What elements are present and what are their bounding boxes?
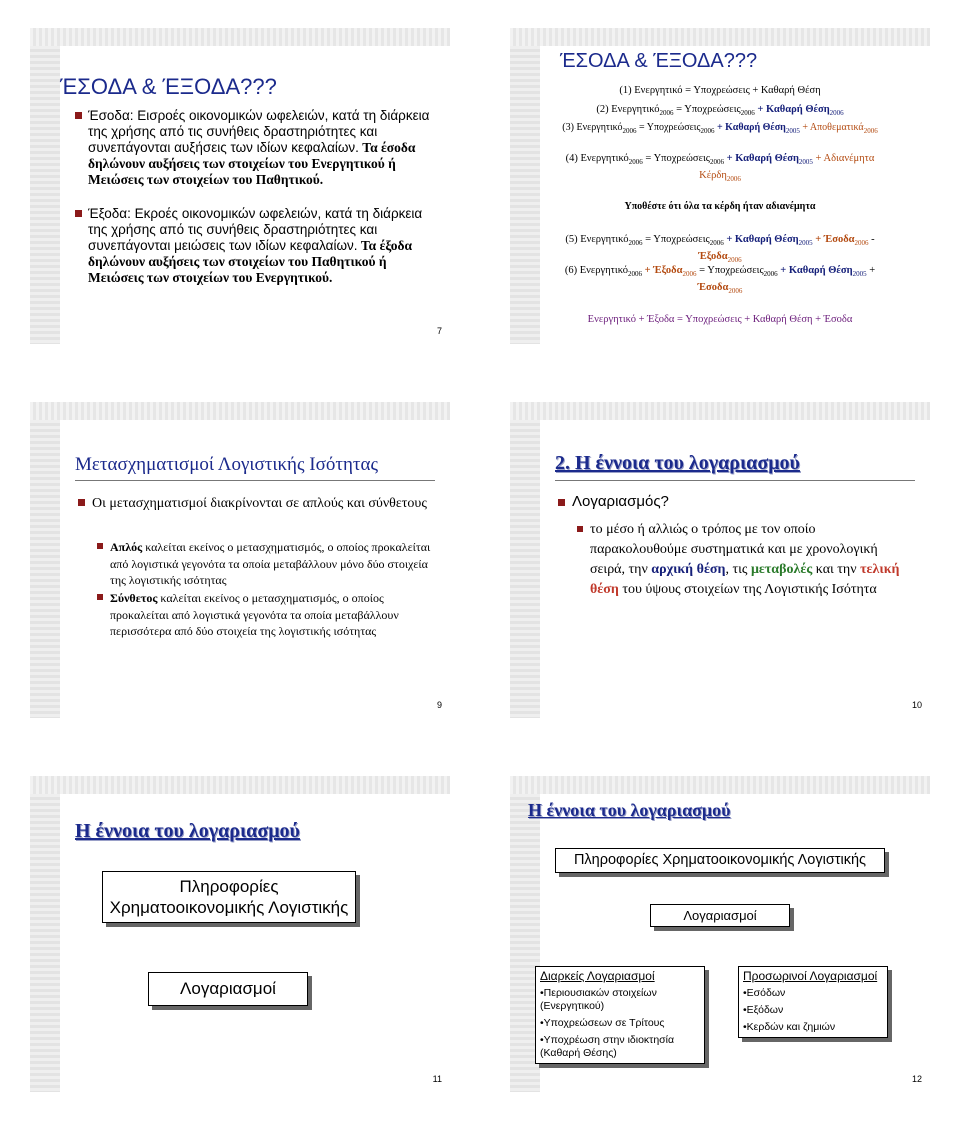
page-number: 12 [911, 1074, 922, 1084]
title-divider [75, 480, 435, 481]
equation-5: (5) Ενεργητικό$_{2006}$ = Υποχρεώσεις$_{2006}$ + Καθαρή Θέση$_{2005}$ + Έσοδα$_{2006}$ - Έξοδα$_{2006}$ [565, 234, 875, 265]
page-number: 11 [432, 1074, 442, 1084]
slide-top-band [30, 776, 450, 794]
info-box: Πληροφορίες Χρηματοοικονομικής Λογιστικής [555, 848, 885, 873]
sub-bullet-complex: Σύνθετος καλείται εκείνος ο μετασχηματισμός, ο οποίος προκαλείται από λογιστικά γεγονότα τα οποία μεταβάλλουν περισσότερα από δύο στοιχεία της λογιστικής ισότητας [110, 590, 440, 640]
slide-top-band [510, 776, 930, 794]
bullet-square-icon [558, 499, 565, 506]
equation-3: (3) Ενεργητικό$_{2006}$ = Υποχρεώσεις$_{2006}$ + Καθαρή Θέση$_{2005}$ + Αποθεματικά$_{2006}$ [562, 122, 878, 135]
temporary-item: •Κερδών και ζημιών [743, 1021, 836, 1033]
bullet-expense [88, 206, 440, 286]
sub-bullet-account-definition: το μέσο ή αλλιώς ο τρόπος με τον οποίο παρακολουθούμε συστηματικά και με χρονολογική σειρά, την αρχική θέση, τις μεταβολές και την τελική θέση του ύψους στοιχείων της Λογιστικής Ισότητα [590, 520, 915, 600]
expense-rule: Τα έξοδα δηλώνουν αυξήσεις των στοιχείων του Παθητικού ή Μειώσεις των στοιχείων του Ενεργητικού. [88, 238, 413, 285]
assumption-text: Υποθέστε ότι όλα τα κέρδη ήταν αδιανέμητα [624, 201, 816, 212]
permanent-item: •Υποχρέωση στην ιδιοκτησία (Καθαρή Θέσης) [540, 1034, 675, 1059]
temporary-accounts-heading: Προσωρινοί Λογαριασμοί [743, 969, 878, 983]
slide-8 [510, 28, 930, 344]
slide-7 [30, 28, 450, 344]
slide-title: 2. Η έννοια του λογαριασμού [555, 452, 800, 474]
sub-bullet-icon [97, 543, 103, 549]
bullet-square-icon [78, 499, 85, 506]
permanent-item: •Περιουσιακών στοιχείων (Ενεργητικού) [540, 987, 657, 1012]
bullet-account-question: Λογαριασμός? [572, 493, 669, 510]
temporary-accounts-box [738, 966, 888, 1038]
slide-title: ΈΣΟΔΑ & ΈΞΟΔΑ??? [560, 50, 758, 72]
sub-bullet-simple: Απλός καλείται εκείνος ο μετασχηματισμός, ο οποίος προκαλείται από λογιστικά γεγονότα τα οποία μεταβάλλουν μόνο δύο στοιχεία της λογιστικής ισότητας [110, 539, 440, 589]
accounts-box: Λογαριασμοί [650, 904, 790, 927]
bullet-square-icon [75, 112, 82, 119]
sub-bullet-icon [577, 526, 583, 532]
page-number: 10 [911, 700, 922, 710]
slide-top-band [30, 402, 450, 420]
slide-top-band [510, 28, 930, 46]
slide-11 [30, 776, 450, 1092]
equation-1: (1) Ενεργητικό = Υποχρεώσεις + Καθαρή Θέση [619, 85, 821, 96]
bullet-transformations: Οι μετασχηματισμοί διακρίνονται σε απλούς και σύνθετους [92, 496, 427, 511]
slide-title: Η έννοια του λογαριασμού [75, 820, 300, 842]
bullet-income [88, 108, 440, 188]
slide-12 [510, 776, 930, 1092]
expense-definition: Έξοδα: Εκροές οικονομικών ωφελειών, κατά τη διάρκεια της χρήσης από τις συνήθεις δραστηριότητες και συνεπάγονται μειώσεις των ιδίων κεφαλαίων. [88, 206, 423, 253]
final-equation: Ενεργητικό + Έξοδα = Υποχρεώσεις + Καθαρή Θέση + Έσοδα [587, 314, 853, 325]
equation-2: (2) Ενεργητικό$_{2006}$ = Υποχρεώσεις$_{2006}$ + Καθαρή Θέση$_{2006}$ [596, 104, 844, 118]
slide-side-bar [30, 402, 60, 718]
slide-side-bar [510, 402, 540, 718]
slide-side-bar [30, 28, 60, 344]
accounts-box: Λογαριασμοί [148, 972, 308, 1006]
equation-4: (4) Ενεργητικό$_{2006}$ = Υποχρεώσεις$_{2006}$ + Καθαρή Θέση$_{2005}$ + Αδιανέμητα Κέρδη$_{2006}$ [565, 153, 875, 184]
temporary-item: •Εξόδων [743, 1004, 784, 1016]
slide-title: ΈΣΟΔΑ & ΈΞΟΔΑ??? [60, 74, 277, 99]
slide-side-bar [30, 776, 60, 1092]
temporary-item: •Εσόδων [743, 987, 786, 999]
page-number: 9 [436, 700, 442, 710]
permanent-item: •Υποχρεώσεων σε Τρίτους [540, 1017, 665, 1029]
sub-bullet-icon [97, 594, 103, 600]
permanent-accounts-heading: Διαρκείς Λογαριασμοί [540, 969, 655, 983]
equation-6: (6) Ενεργητικό$_{2006}$ + Έξοδα$_{2006}$ = Υποχρεώσεις$_{2006}$ + Καθαρή Θέση$_{2005}$ + Έσοδα$_{2006}$ [564, 265, 876, 296]
slide-top-band [510, 402, 930, 420]
permanent-accounts-box [535, 966, 705, 1064]
title-divider [555, 480, 915, 481]
bullet-square-icon [75, 210, 82, 217]
info-box: Πληροφορίες Χρηματοοικονομικής Λογιστικής [102, 871, 356, 923]
slide-10 [510, 402, 930, 718]
page-number: 7 [436, 326, 442, 336]
slide-title: Μετασχηματισμοί Λογιστικής Ισότητας [75, 454, 379, 475]
income-definition: Έσοδα: Εισροές οικονομικών ωφελειών, κατά τη διάρκεια της χρήσης από τις συνήθεις δραστηριότητες και συνεπάγονται αυξήσεις των ιδίων κεφαλαίων. [88, 108, 430, 155]
income-rule: Τα έσοδα δηλώνουν αυξήσεις των στοιχείων του Ενεργητικού ή Μειώσεις των στοιχείων του Παθητικού. [88, 140, 416, 187]
slide-top-band [30, 28, 450, 46]
slide-9 [30, 402, 450, 718]
slide-title: Η έννοια του λογαριασμού [528, 800, 731, 820]
